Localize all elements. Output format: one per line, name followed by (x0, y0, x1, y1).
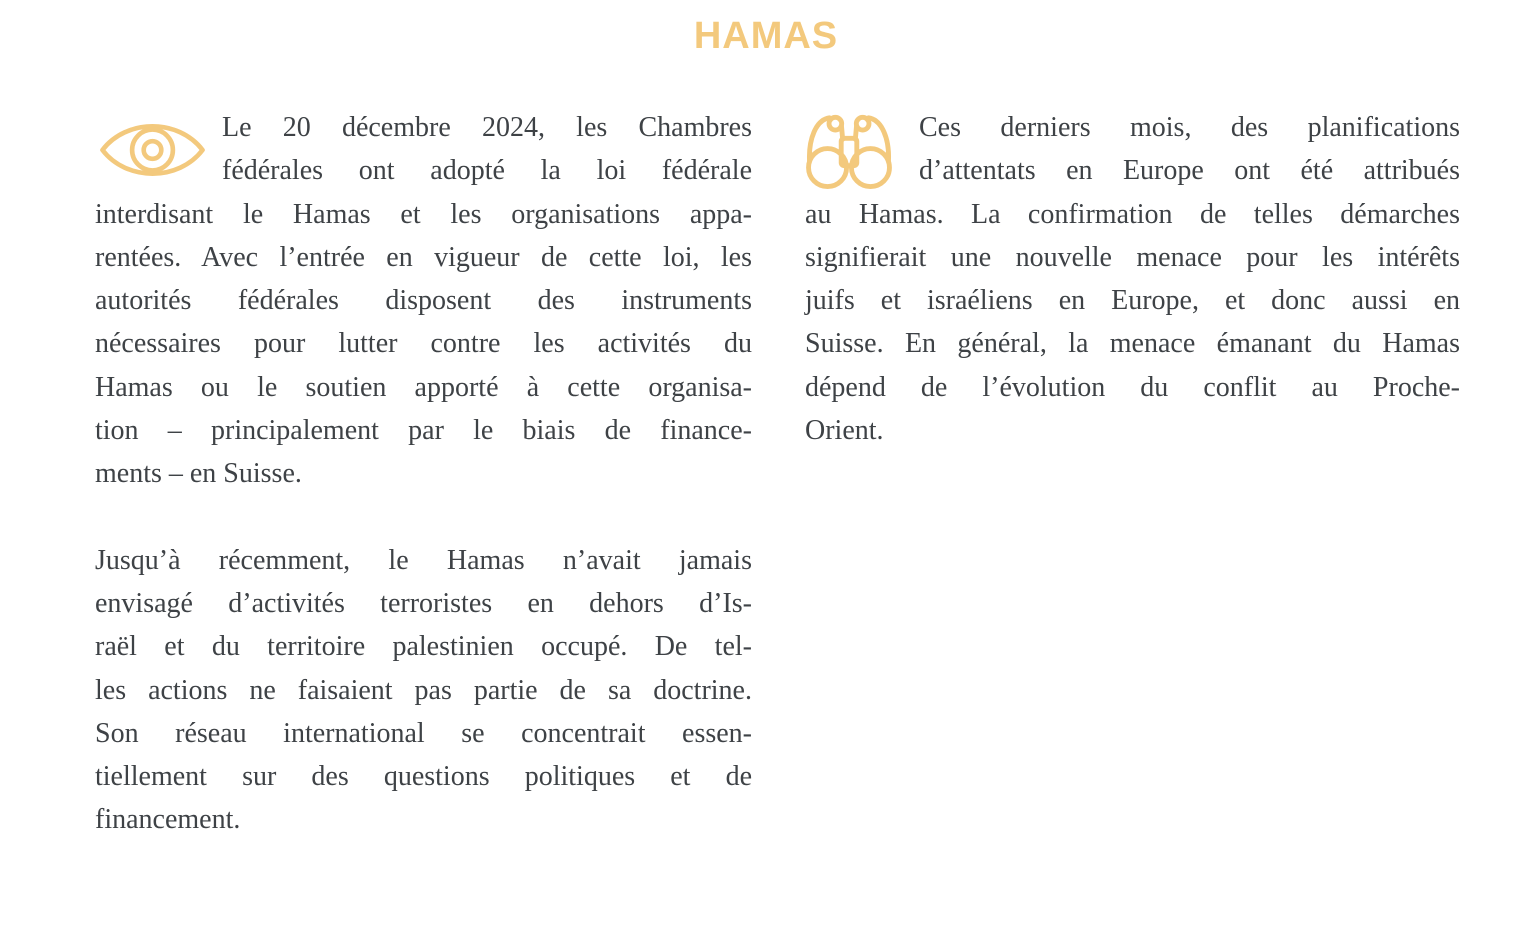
page-title: HAMAS (693, 15, 839, 57)
text-line: Suisse. En général, la menace émanant du Hamas (805, 328, 1460, 360)
paragraph (95, 539, 752, 842)
text-line: Jusqu’à récemment, le Hamas n’avait jamais (95, 544, 752, 576)
text-line: les actions ne faisaient pas partie de sa doctrine. (95, 674, 752, 706)
text-line: fédérales ont adopté la loi fédérale (222, 155, 752, 187)
column-text (805, 106, 1460, 452)
text-line: autorités fédérales disposent des instruments (95, 285, 752, 317)
column-right (805, 106, 1460, 452)
text-line: au Hamas. La confirmation de telles démarches (805, 198, 1460, 230)
text-line: Son réseau international se concentrait essen- (95, 717, 752, 749)
text-line: interdisant le Hamas et les organisations appa- (95, 198, 752, 230)
text-line: tiellement sur des questions politiques et de (95, 761, 752, 793)
text-line: raël et du territoire palestinien occupé. De tel- (95, 631, 752, 663)
text-line: Hamas ou le soutien apporté à cette organisa- (95, 371, 752, 403)
text-line: d’attentats en Europe ont été attribués (919, 155, 1460, 187)
text-line: tion – principalement par le biais de finance- (95, 415, 752, 447)
text-line: Orient. (805, 415, 884, 447)
text-line: juifs et israéliens en Europe, et donc aussi en (805, 285, 1460, 317)
text-line: dépend de l’évolution du conflit au Proche- (805, 371, 1460, 403)
text-line: rentées. Avec l’entrée en vigueur de cette loi, les (95, 241, 752, 273)
column-left (95, 106, 752, 842)
text-line: Ces derniers mois, des planifications (919, 112, 1460, 143)
text-line: envisagé d’activités terroristes en dehors d’Is- (95, 587, 752, 619)
text-line: Le 20 décembre 2024, les Chambres (222, 112, 752, 143)
text-line: signifierait une nouvelle menace pour les intérêts (805, 241, 1460, 273)
text-line: financement. (95, 804, 241, 836)
paragraph (805, 106, 1460, 452)
eye-icon (95, 112, 210, 188)
text-line: nécessaires pour lutter contre les activités du (95, 328, 752, 360)
text-line: ments – en Suisse. (95, 458, 302, 490)
column-text (95, 106, 752, 842)
binoculars-icon (805, 112, 893, 190)
